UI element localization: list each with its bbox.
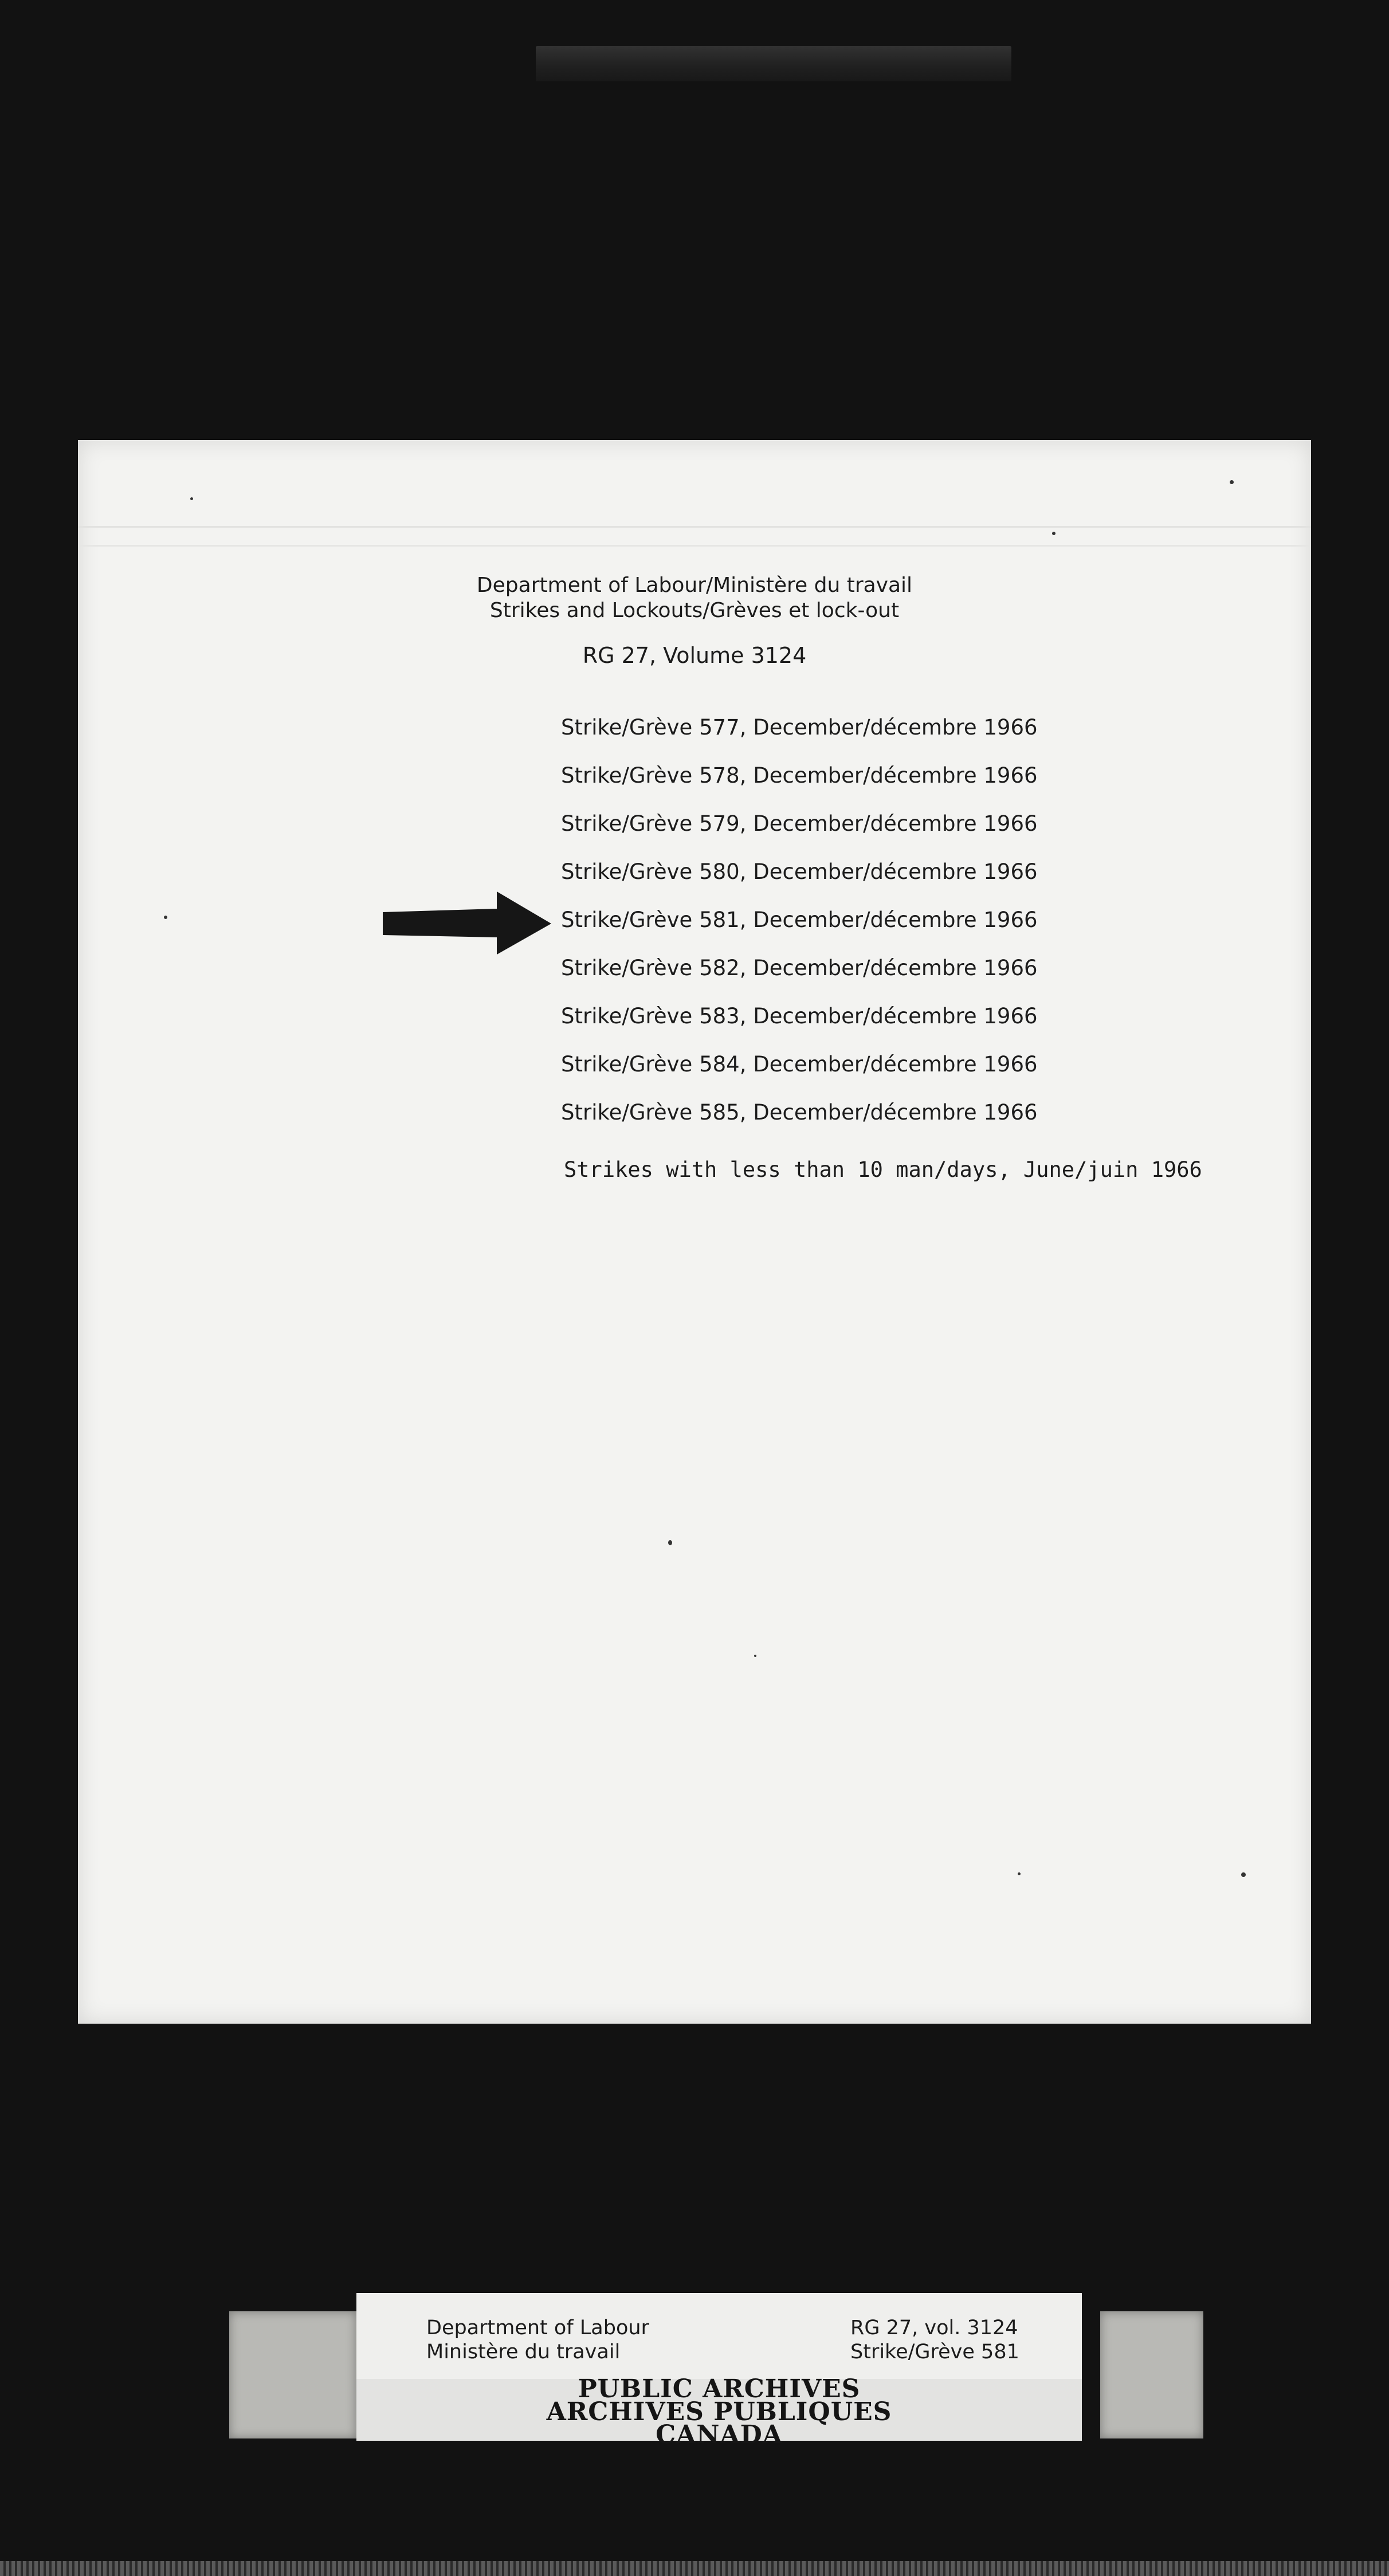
archives-stamp-line-3: CANADA	[656, 2420, 783, 2449]
label-volume: RG 27, vol. 3124	[850, 2316, 1018, 2339]
volume-reference: RG 27, Volume 3124	[582, 643, 807, 668]
arrow-right-icon	[379, 889, 554, 957]
archive-label	[0, 2286, 1389, 2449]
header-line-2: Strikes and Lockouts/Grèves et lock-out	[489, 599, 900, 622]
label-department	[426, 2316, 649, 2364]
strike-entry-582: Strike/Grève 582, December/décembre 1966	[561, 956, 1038, 980]
strike-entry-578: Strike/Grève 578, December/décembre 1966	[561, 763, 1038, 788]
strike-entry-585: Strike/Grève 585, December/décembre 1966	[561, 1100, 1038, 1125]
film-top-strip	[536, 46, 1011, 81]
archives-stamp	[356, 2374, 1082, 2449]
label-right-tab	[1100, 2311, 1203, 2438]
strike-entry-581: Strike/Grève 581, December/décembre 1966	[561, 908, 1038, 932]
film-bottom-edge	[0, 2561, 1389, 2576]
header-line-1: Department of Labour/Ministère du travail	[476, 574, 913, 597]
label-strike-number: Strike/Grève 581	[850, 2341, 1019, 2363]
small-strikes-entry: Strikes with less than 10 man/days, June/juin 1966	[564, 1157, 1202, 1182]
strike-entry-583: Strike/Grève 583, December/décembre 1966	[561, 1004, 1038, 1028]
label-department-en: Department of Labour	[426, 2316, 649, 2339]
archives-stamp-line-2: ARCHIVES PUBLIQUES	[546, 2397, 892, 2426]
document-header	[78, 573, 1311, 623]
archive-label-card	[356, 2293, 1082, 2449]
label-reference	[850, 2316, 1019, 2364]
archives-stamp-line-1: PUBLIC ARCHIVES	[578, 2374, 861, 2404]
strike-entry-577: Strike/Grève 577, December/décembre 1966	[561, 715, 1038, 740]
strike-entry-580: Strike/Grève 580, December/décembre 1966	[561, 859, 1038, 884]
label-department-fr: Ministère du travail	[426, 2341, 621, 2363]
label-left-tab	[229, 2311, 356, 2438]
strike-entry-579: Strike/Grève 579, December/décembre 1966	[561, 811, 1038, 836]
strike-entry-list	[561, 715, 1038, 1148]
strike-entry-584: Strike/Grève 584, December/décembre 1966	[561, 1052, 1038, 1077]
document-page	[78, 440, 1311, 2024]
